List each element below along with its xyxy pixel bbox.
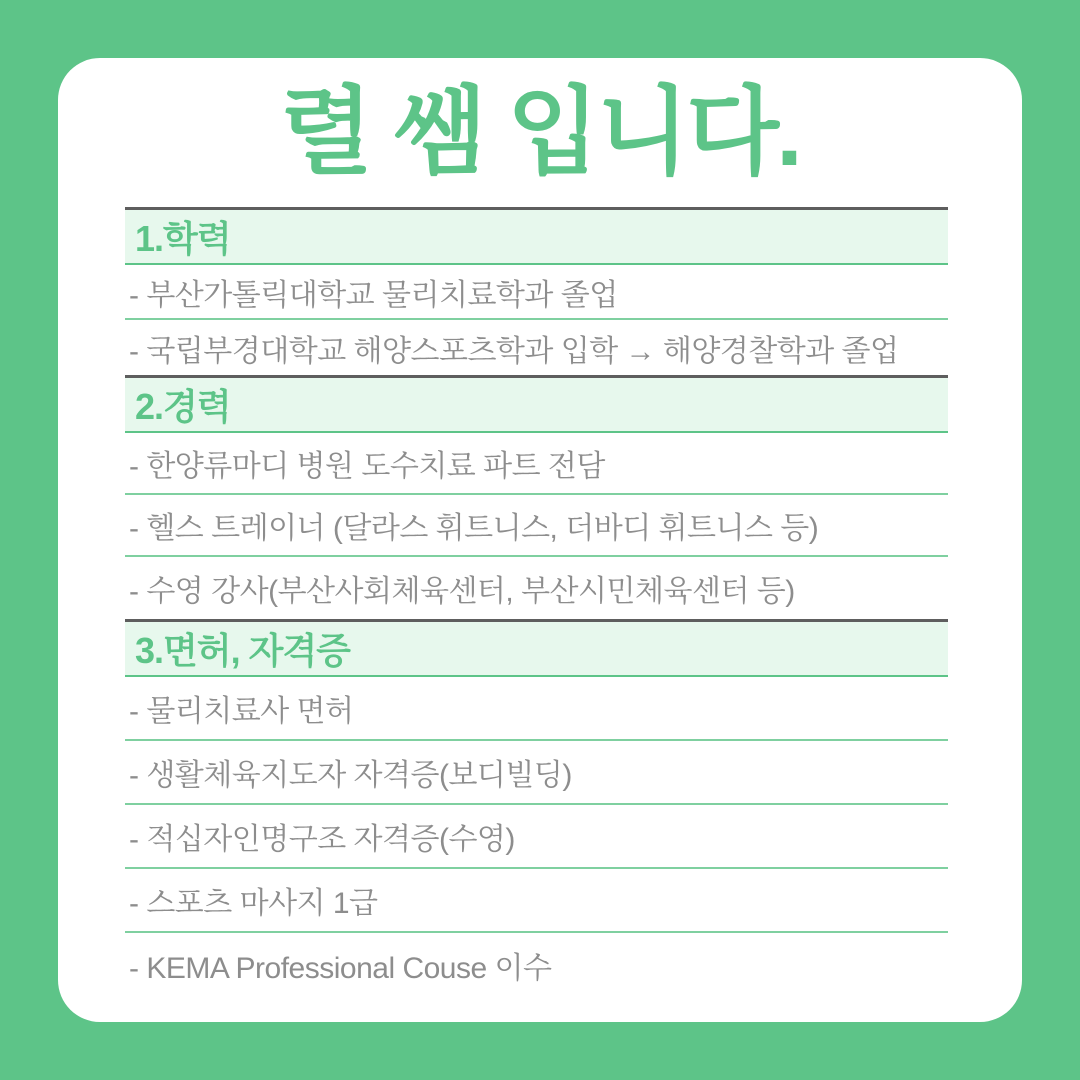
resume-item-text: - 적십자인명구조 자격증(수영): [129, 823, 515, 856]
section-heading-label: 3.면허, 자격증: [135, 630, 350, 671]
resume-item-text: - 헬스 트레이너 (달라스 휘트니스, 더바디 휘트니스 등): [129, 512, 819, 545]
resume-item-text: - KEMA Professional Couse 이수: [129, 952, 552, 985]
page-title: 렬 쌤 입니다.: [280, 79, 800, 186]
resume-item-text: - 국립부경대학교 해양스포츠학과 입학 → 해양경찰학과 졸업: [129, 334, 899, 368]
section-header-education: [125, 207, 948, 265]
resume-item: [125, 265, 948, 320]
resume-item: [125, 933, 948, 997]
resume-item-text: - 물리치료사 면허: [129, 695, 354, 728]
section-header-career: [125, 375, 948, 433]
resume-item: [125, 557, 948, 619]
resume-item: [125, 869, 948, 933]
resume-item: [125, 495, 948, 557]
section-heading-label: 1.학력: [135, 218, 231, 259]
section-career: [125, 375, 948, 619]
resume-item: [125, 320, 948, 375]
resume-item-text: - 한양류마디 병원 도수치료 파트 전담: [129, 450, 605, 483]
resume-item-text: - 생활체육지도자 자격증(보디빌딩): [129, 759, 572, 792]
profile-card: [58, 58, 1022, 1022]
section-education: [125, 207, 948, 375]
section-licenses: [125, 619, 948, 997]
resume-item: [125, 677, 948, 741]
resume-item-text: - 부산가톨릭대학교 물리치료학과 졸업: [129, 278, 618, 312]
section-heading-label: 2.경력: [135, 386, 231, 427]
resume-item-text: - 수영 강사(부산사회체육센터, 부산시민체육센터 등): [129, 575, 795, 608]
resume-item-text: - 스포츠 마사지 1급: [129, 887, 378, 920]
resume-item: [125, 805, 948, 869]
section-header-licenses: [125, 619, 948, 677]
resume-item: [125, 741, 948, 805]
resume-table: [125, 207, 948, 997]
resume-item: [125, 433, 948, 495]
